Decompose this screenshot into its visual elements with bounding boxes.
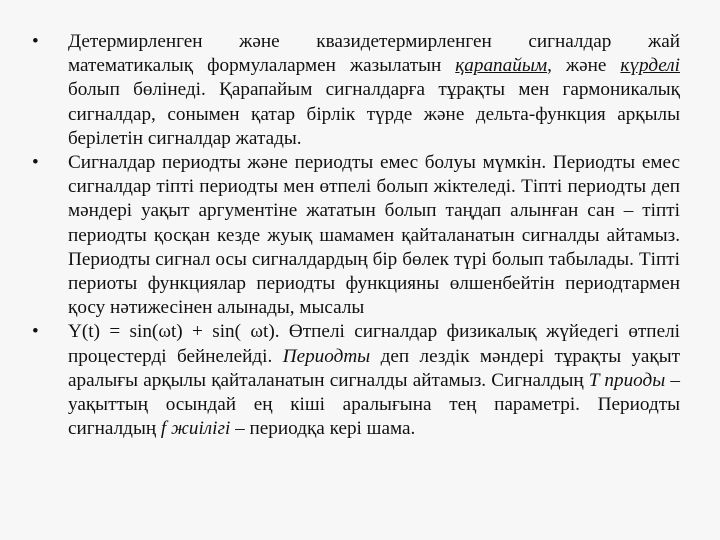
text-segment: – периодқа кері шама.	[230, 418, 416, 440]
text-segment: , және	[547, 55, 621, 77]
emphasis-periodic: Периодты	[282, 345, 371, 367]
emphasis-simple: қарапайым	[455, 55, 548, 77]
paragraph-2-text: Сигналдар периодты және периодты емес болуы мүмкін. Периодты емес сигналдар тіпті периодты мен өтпелі болып жіктеледі. Тіпті периодты деп мәндері уақыт аргументіне жататын болып таңдап алынған сан – тіпті периодты қосқан кезде жуық шамамен қайталанатын сигналды айтамыз. Периодты сигнал осы сигналдардың бір бөлек түрі болып табылады. Тіпті периоты функциялар периодты функцияны өлшенбейтін периодтармен қосу нәтижесінен алынады, мысалы	[68, 152, 680, 319]
paragraph-1-text	[68, 31, 680, 149]
text-segment: деп лездік мәндері тұрақты уақыт аралығы арқылы қайталанатын сигналды айтамыз. Сигналдың	[68, 345, 681, 391]
bullet-item-2	[30, 151, 680, 320]
bullet-icon: •	[32, 31, 39, 52]
text-segment: – уақыттың осындай ең кіші аралығына тең параметрі. Периодты сигналдың	[68, 369, 680, 440]
bullet-icon: •	[32, 321, 39, 343]
text-segment: болып бөлінеді. Қарапайым сигналдарға тұрақты мен гармоникалық сигналдар, сонымен қатар бірлік түрде және дельта-функция арқылы берілетін сигналдар жатады.	[68, 79, 680, 149]
bullet-icon: •	[32, 152, 39, 174]
emphasis-complex: күрделі	[620, 55, 680, 77]
text-segment: Y(t) = sin(ωt) + sin( ωt). Өтпелі сигналдар физикалық жүйедегі өтпелі процестерді бейнелейді.	[68, 321, 680, 367]
text-segment: Детермирленген және квазидетермирленген сигналдар жай математикалық формулалармен жазылатын	[68, 31, 680, 77]
bullet-item-3	[30, 320, 680, 441]
bullet-item-1	[30, 30, 680, 151]
bullet-list	[30, 30, 680, 441]
emphasis-frequency: f жиілігі	[160, 418, 231, 440]
emphasis-period: T приоды	[588, 369, 666, 391]
paragraph-3-text	[68, 321, 680, 439]
